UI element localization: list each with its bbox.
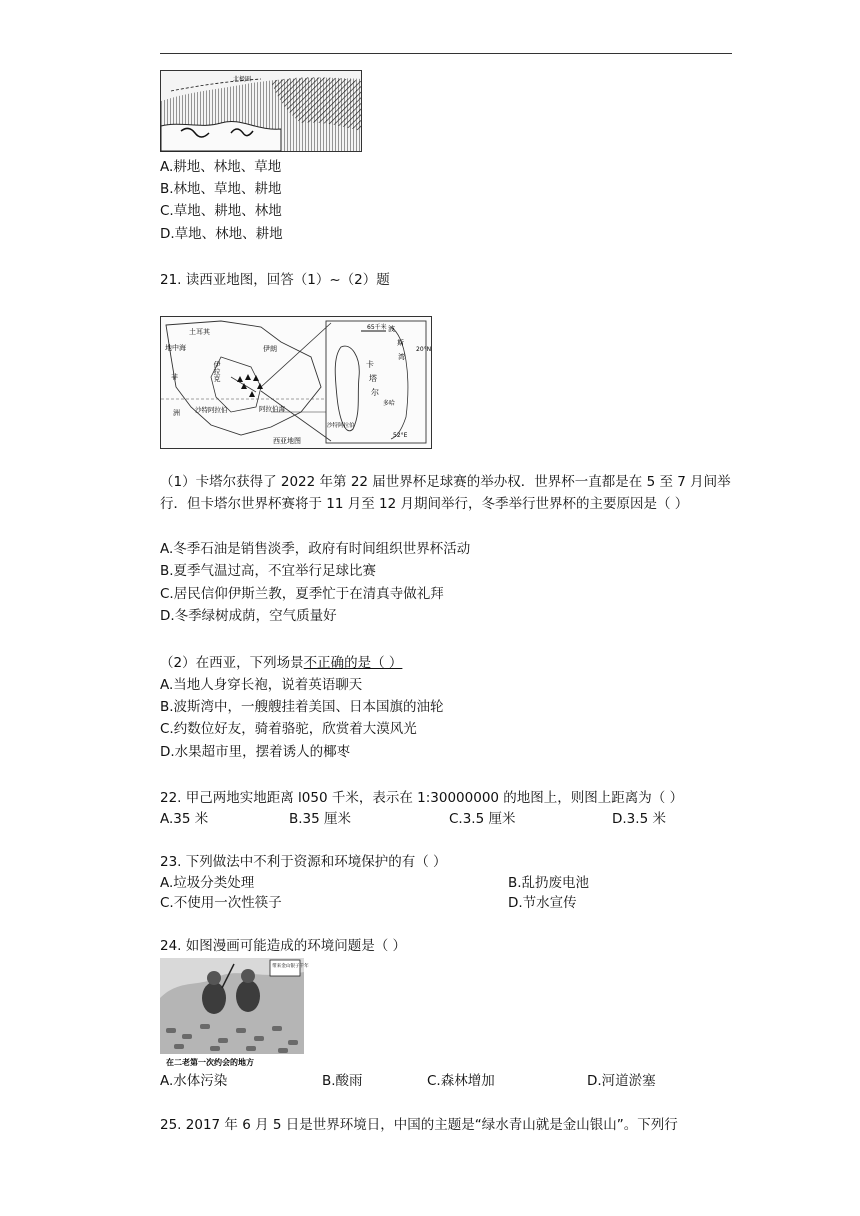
q22-stem: 22. 甲己两地实地距离 l050 千米，表示在 1:30000000 的地图上，则图上距离为（ ） — [160, 790, 684, 806]
label-qatar-1: 卡 — [366, 360, 374, 369]
q20-option-c: C.草地、耕地、林地 — [160, 203, 282, 219]
west-asia-map-caption: 西亚地图 — [273, 437, 301, 445]
label-persian-2: 斯 — [397, 339, 404, 347]
land-use-map-figure — [160, 70, 362, 152]
q24-option-d: D.河道淤塞 — [587, 1073, 656, 1089]
q21-sub2-option-d: D.水果超市里，摆着诱人的椰枣 — [160, 744, 351, 760]
label-doha: 多哈 — [383, 400, 396, 407]
q24-option-c: C.森林增加 — [427, 1073, 495, 1089]
q23-option-a: A.垃圾分类处理 — [160, 875, 255, 891]
q22-option-b: B.35 厘米 — [289, 811, 352, 827]
west-asia-map-figure — [160, 316, 432, 449]
q21-sub2-option-c: C.约数位好友，骑着骆驼，欣赏着大漠风光 — [160, 721, 417, 737]
q21-sub1-stem: （1）卡塔尔获得了 2022 年第 22 届世界杯足球赛的举办权．世界杯一直都是在 5 至 7 月间举行．但卡塔尔世界杯赛将于 11 月至 12 月期间举行，冬季举行世界杯的主要原因是（ ） — [160, 474, 731, 512]
q20-option-b: B.林地、草地、耕地 — [160, 181, 282, 197]
q20-option-a: A.耕地、林地、草地 — [160, 159, 282, 175]
q24-option-a: A.水体污染 — [160, 1073, 228, 1089]
q21-sub1-option-d: D.冬季绿树成荫，空气质量好 — [160, 608, 337, 624]
q21-sub1-option-c: C.居民信仰伊斯兰教，夏季忙于在清真寺做礼拜 — [160, 586, 444, 602]
scale-label: 65千米 — [367, 324, 387, 331]
label-iran: 伊朗 — [263, 345, 277, 353]
label-iraq: 伊拉克 — [213, 361, 221, 382]
q24-option-b: B.酸雨 — [322, 1073, 363, 1089]
lat-label: 20°N — [416, 346, 432, 353]
q23-option-c: C.不使用一次性筷子 — [160, 895, 282, 911]
q21-stem: 21. 读西亚地图，回答（1）~（2）题 — [160, 272, 390, 288]
q21-sub2-underlined: 不正确的是（ ） — [303, 655, 403, 671]
label-qatar-3: 尔 — [371, 388, 379, 397]
pollution-cartoon-figure — [160, 958, 309, 1070]
q21-sub1-option-a: A.冬季石油是销售淡季，政府有时间组织世界杯活动 — [160, 541, 471, 557]
label-arabian-sea: 阿拉伯海 — [259, 405, 285, 413]
q23-stem: 23. 下列做法中不利于资源和环境保护的有（ ） — [160, 854, 447, 870]
label-persian-1: 波 — [388, 325, 395, 333]
q21-sub2-prefix: （2）在西亚，下列场景 — [160, 655, 304, 671]
cartoon-sign-text: 带来金山银子千年 — [272, 964, 309, 969]
arctic-circle-label: 北极圈 — [233, 76, 252, 83]
label-turkey: 土耳其 — [189, 328, 210, 336]
lon-label: 52°E — [393, 432, 408, 439]
label-persian-3: 湾 — [398, 353, 405, 361]
label-saudi-inset: 沙特阿拉伯 — [327, 423, 355, 429]
label-africa-2: 洲 — [173, 409, 180, 417]
q21-sub2-option-b: B.波斯湾中，一艘艘挂着美国、日本国旗的油轮 — [160, 699, 444, 715]
q21-sub2-stem — [160, 654, 402, 672]
q23-option-d: D.节水宣传 — [508, 895, 577, 911]
q24-stem: 24. 如图漫画可能造成的环境问题是（ ） — [160, 938, 407, 954]
q21-sub2-option-a: A.当地人身穿长袍，说着英语聊天 — [160, 677, 363, 693]
q22-option-a: A.35 米 — [160, 811, 209, 827]
q23-option-b: B.乱扔废电池 — [508, 875, 590, 891]
q20-option-d: D.草地、林地、耕地 — [160, 226, 283, 242]
q22-option-c: C.3.5 厘米 — [449, 811, 516, 827]
q22-option-d: D.3.5 米 — [612, 811, 666, 827]
q21-sub1-option-b: B.夏季气温过高，不宜举行足球比赛 — [160, 563, 377, 579]
label-africa-1: 非 — [171, 373, 178, 381]
label-saudi-arabia: 沙特阿拉伯 — [195, 406, 228, 414]
label-mediterranean: 地中海 — [165, 344, 186, 352]
label-qatar-2: 塔 — [369, 374, 377, 383]
q25-stem: 25. 2017 年 6 月 5 日是世界环境日，中国的主题是“绿水青山就是金山银山”。下列行 — [160, 1117, 678, 1133]
cartoon-caption: 在二老第一次约会的地方 — [166, 1058, 254, 1067]
header-rule — [160, 53, 732, 54]
